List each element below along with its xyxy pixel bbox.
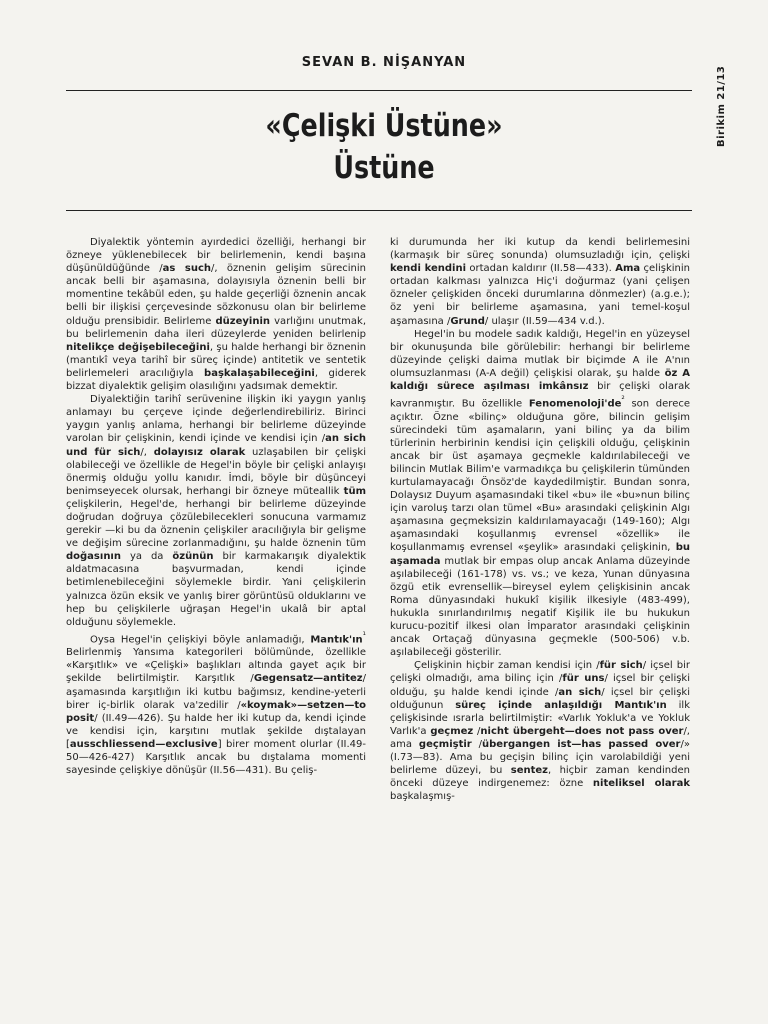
emphasis: Mantık'ın bbox=[310, 634, 363, 646]
text-run: Diyalektiğin tarihî serüvenine ilişkin iki yaygın yanlış anlamayı bu çerçeve içinde değerlendirebiliriz. Birinci yaygın yanlış anlama, herhangi bir belirleme düzeyinde varolan bir çelişkinin, kendi içinde ve kendisi için / bbox=[66, 394, 366, 445]
text-run: varlığını unutmak, bu belirlemenin daha ileri düzeylerde yeniden belirlenip bbox=[66, 315, 367, 340]
emphasis: kendi kendini bbox=[390, 263, 466, 275]
emphasis: für sich bbox=[599, 660, 643, 672]
journal-issue-label: Birikim 21/13 bbox=[716, 65, 727, 147]
text-run: /, bbox=[140, 446, 154, 458]
text-run: /» (I.73—83). Ama bu geçişin bilinç için varolabildiği yeni belirleme düzeyi, bu bbox=[390, 738, 690, 777]
emphasis: as such bbox=[162, 263, 212, 275]
emphasis: an sich bbox=[558, 686, 602, 698]
emphasis: sentez bbox=[510, 765, 549, 777]
article-title bbox=[69, 105, 699, 189]
text-run: /, ama bbox=[390, 725, 690, 750]
emphasis: Grund bbox=[450, 315, 485, 327]
emphasis: bu aşamada bbox=[390, 542, 690, 567]
text-run: / içsel bir çelişki olduğunun bbox=[390, 686, 690, 711]
emphasis: süreç içinde anlaşıldığı Mantık'ın bbox=[455, 699, 667, 711]
paragraph bbox=[66, 393, 366, 629]
emphasis: ausschliessend—exclusive bbox=[69, 738, 218, 750]
emphasis: dolayısız olarak bbox=[153, 446, 246, 458]
title-rule bbox=[66, 210, 692, 211]
title-line-2: Üstüne bbox=[333, 150, 435, 186]
text-run: / aşamasında karşıtlığın iki kutbu bağımsız, kendine-yeterli birer iç-birlik olarak va'zedilir / bbox=[66, 673, 366, 711]
paragraph bbox=[66, 236, 366, 393]
text-run: ortadan kaldırır (II.58—433). bbox=[466, 263, 616, 275]
left-column bbox=[66, 236, 366, 777]
emphasis: nitelikçe değişebileceğini bbox=[66, 341, 210, 353]
emphasis: für uns bbox=[562, 673, 605, 685]
text-run: başkalaşmış- bbox=[390, 791, 455, 803]
text-run: bir çelişki olarak kavranmıştır. Bu özellikle bbox=[390, 381, 690, 410]
text-run: çelişkilerin, Hegel'de, herhangi bir belirleme düzeyinde doğrudan doğruya çözülebilecekleri sonucuna varmamız gerekir —ki bu da öznenin çelişkiler aracılığıyla bir gelişme ve değişim sürecine zorlanmadığını, şu halde öznenin tüm bbox=[66, 498, 366, 550]
text-run: uzlaşabilen bir çelişki olabileceği ve özellikle de Hegel'in böyle bir çelişki anlayışı önermiş olduğu yollu kanıdır. İmdi, böyle bir düşünceyi benimseyecek olursak, herhangi bir özneye müteallik bbox=[66, 446, 366, 497]
text-run: / ulaşır (II.59—434 v.d.). bbox=[484, 315, 605, 327]
text-run: ya da bbox=[120, 551, 173, 563]
text-run: ] birer moment olurlar (II.49-50—426-427) Karşıtlık ancak bu dıştalama momenti sayesinde çelişkiye dönüşür (II.56—431). Bu çeliş- bbox=[66, 738, 366, 777]
text-run: / içsel bir çelişki olduğu, şu halde kendi içinde / bbox=[390, 673, 691, 698]
emphasis: Fenomenoloji'de bbox=[528, 398, 622, 410]
title-line-1: «Çelişki Üstüne» bbox=[265, 108, 503, 144]
text-run: / içsel bir çelişki olmadığı, ama bilinç için / bbox=[390, 660, 690, 685]
emphasis: tüm bbox=[343, 485, 366, 497]
emphasis: Gegensatz—antitez bbox=[253, 673, 363, 685]
text-run: Diyalektik yöntemin ayırdedici özelliği, herhangi bir özneye yüklenebilecek bir belirlemenin, kendi başına düşünüldüğünde / bbox=[66, 237, 366, 275]
text-run: , hiçbir zaman kendinden önceki düzeye indirgenemez: özne bbox=[390, 765, 690, 790]
text-run: Oysa Hegel'in çelişkiyi böyle anlamadığı, bbox=[90, 634, 311, 646]
paragraph bbox=[390, 328, 690, 660]
emphasis: doğasının bbox=[66, 551, 121, 563]
text-run: Belirlenmiş Yansıma kategorileri bölümünde, özellikle «Karşıtlık» ve «Çelişki» başlıkları altında gayet açık bir şekilde belirtilmiştir. Karşıtlık / bbox=[66, 647, 366, 685]
text-run: ki durumunda her iki kutup da kendi belirlemesini (karmaşık bir süreç sonunda) olumsuzladığı için, çelişki bbox=[390, 237, 690, 262]
text-run: / bbox=[471, 738, 482, 750]
emphasis: öz A kaldığı sürece aşılması imkânsız bbox=[390, 367, 690, 393]
text-run: , şu halde herhangi bir öznenin (mantıkî veya tarihî bir süreç içinde) antitetik ve sentetik belirlemeleri aracılığıyla bbox=[66, 341, 366, 379]
emphasis: an sich und für sich bbox=[66, 433, 366, 458]
emphasis: niteliksel olarak bbox=[592, 778, 690, 790]
author-name: SEVAN B. NİŞANYAN bbox=[301, 55, 467, 70]
text-run: /, öznenin gelişim sürecinin ancak belli bir aşamasına, dolayısıyla öznenin belli bir momentine tekâbül eden, şu halde geçerliği öznenin ancak belli bir ilişkisi çerçevesinde sözkonusu olan bir belirleme olduğu prensibidir. Belirleme bbox=[66, 263, 366, 327]
top-rule bbox=[66, 90, 692, 91]
emphasis: düzeyinin bbox=[215, 315, 271, 327]
emphasis: nicht übergeht—does not pass over bbox=[480, 725, 684, 737]
text-run: çelişkinin ortadan kalkması yalnızca Hiç'i doğurmaz (yani çelişen özneler çelişkiden önceki durumlarına dönmezler) (a.g.e.); öz yeni bir belirleme aşamasına, yani temel-koşul aşamasına / bbox=[390, 263, 690, 327]
paragraph bbox=[390, 236, 690, 328]
emphasis: başkalaşabileceğini bbox=[204, 367, 315, 379]
text-run: / bbox=[473, 725, 481, 737]
paragraph bbox=[66, 629, 366, 777]
text-run: / (II.49—426). Şu halde her iki kutup da, kendi içinde ve kendisi için, karşıtını mutlak şekilde dıştalayan [ bbox=[66, 712, 366, 750]
text-run: Hegel'in bu modele sadık kaldığı, Hegel'in en yüzeysel bir okunuşunda bile görülebilir: herhangi bir belirleme düzeyinde çelişki daima mutlak bir biçimde A ile A'nın olumsuzlanması (A-A değil) çelişkisi olarak, şu halde bbox=[390, 328, 690, 379]
emphasis: özünün bbox=[172, 551, 214, 563]
emphasis: «koymak»—setzen—to posit bbox=[66, 699, 366, 724]
paragraph bbox=[390, 659, 690, 803]
footnote-marker: ¹ bbox=[362, 629, 366, 640]
emphasis: übergangen ist—has passed over bbox=[481, 738, 681, 750]
text-run: , giderek bizzat diyalektik gelişim olasılığını yadsımak demektir. bbox=[66, 367, 366, 393]
footnote-marker: ² bbox=[621, 394, 625, 405]
text-run: bir karmakarışık diyalektik aldatmacasına başvurmadan, kendi içinde betimlenebileceğini söylemekle birdir. Yani çelişkilerin yalnızca özün eksik ve yanlış birer görüntüsü olduklarını ve hep bu çelişkilerle uğraşan Hegel'in ukalâ bir aptal olduğunu söylemekle. bbox=[66, 551, 366, 628]
right-column bbox=[390, 236, 690, 803]
text-run: ilk çelişkisinde ısrarla belirtilmiştir: «Varlık Yokluk'a ve Yokluk Varlık'a bbox=[390, 699, 690, 737]
text-run: son derece açıktır. Özne «bilinç» olduğuna göre, bilincin gelişim sürecindeki tüm aşamaların, yani bilinç ya da bilim türlerinin herbirinin kendisi için çelişkili olduğu, çelişkinin ancak bir üst aşamaya geçmekle kaldırılabileceği ve bilincin Mutlak Bilim'e varmadıkça bu çelişkilerin tümünden kurtulamayacağı Önsöz'de kaydedilmiştir. Bundan sonra, Dolaysız Duyum aşamasındaki tikel «bu» ile «bu»nun bilinç için varoluş tarzı olan tümel «Bu» arasındaki çelişkinin Algı aşamasına geçmeksizin kaldırılamayacağı (149-160); Algı aşamasındaki koşullanmış evrensel «özellik» ile koşullanmamış evrensel «şeylik» arasındaki çelişkinin, bbox=[390, 398, 690, 554]
emphasis: geçmiştir bbox=[418, 738, 472, 750]
emphasis: Ama bbox=[615, 263, 641, 275]
text-run: mutlak bir empas olup ancak Anlama düzeyinde aşılabileceği (161-178) vs. vs.; ve keza, Yunan dünyasına özgü etik evrensellik—bireysel eylem çelişkisinin ancak Roma dünyasındaki hukukî kişilik ilkesiyle (483-499), hukukla sınırlandırılmış negatif Kişilik ile bu hukukun kurucu-pozitif ilkesi olan İmparator arasındaki çelişkinin ancak Ortaçağ dünyasına geçmekle (500-506) v.b. aşılabileceği gösterilir. bbox=[390, 555, 690, 659]
emphasis: geçmez bbox=[430, 725, 474, 737]
text-run: Çelişkinin hiçbir zaman kendisi için / bbox=[414, 660, 600, 672]
